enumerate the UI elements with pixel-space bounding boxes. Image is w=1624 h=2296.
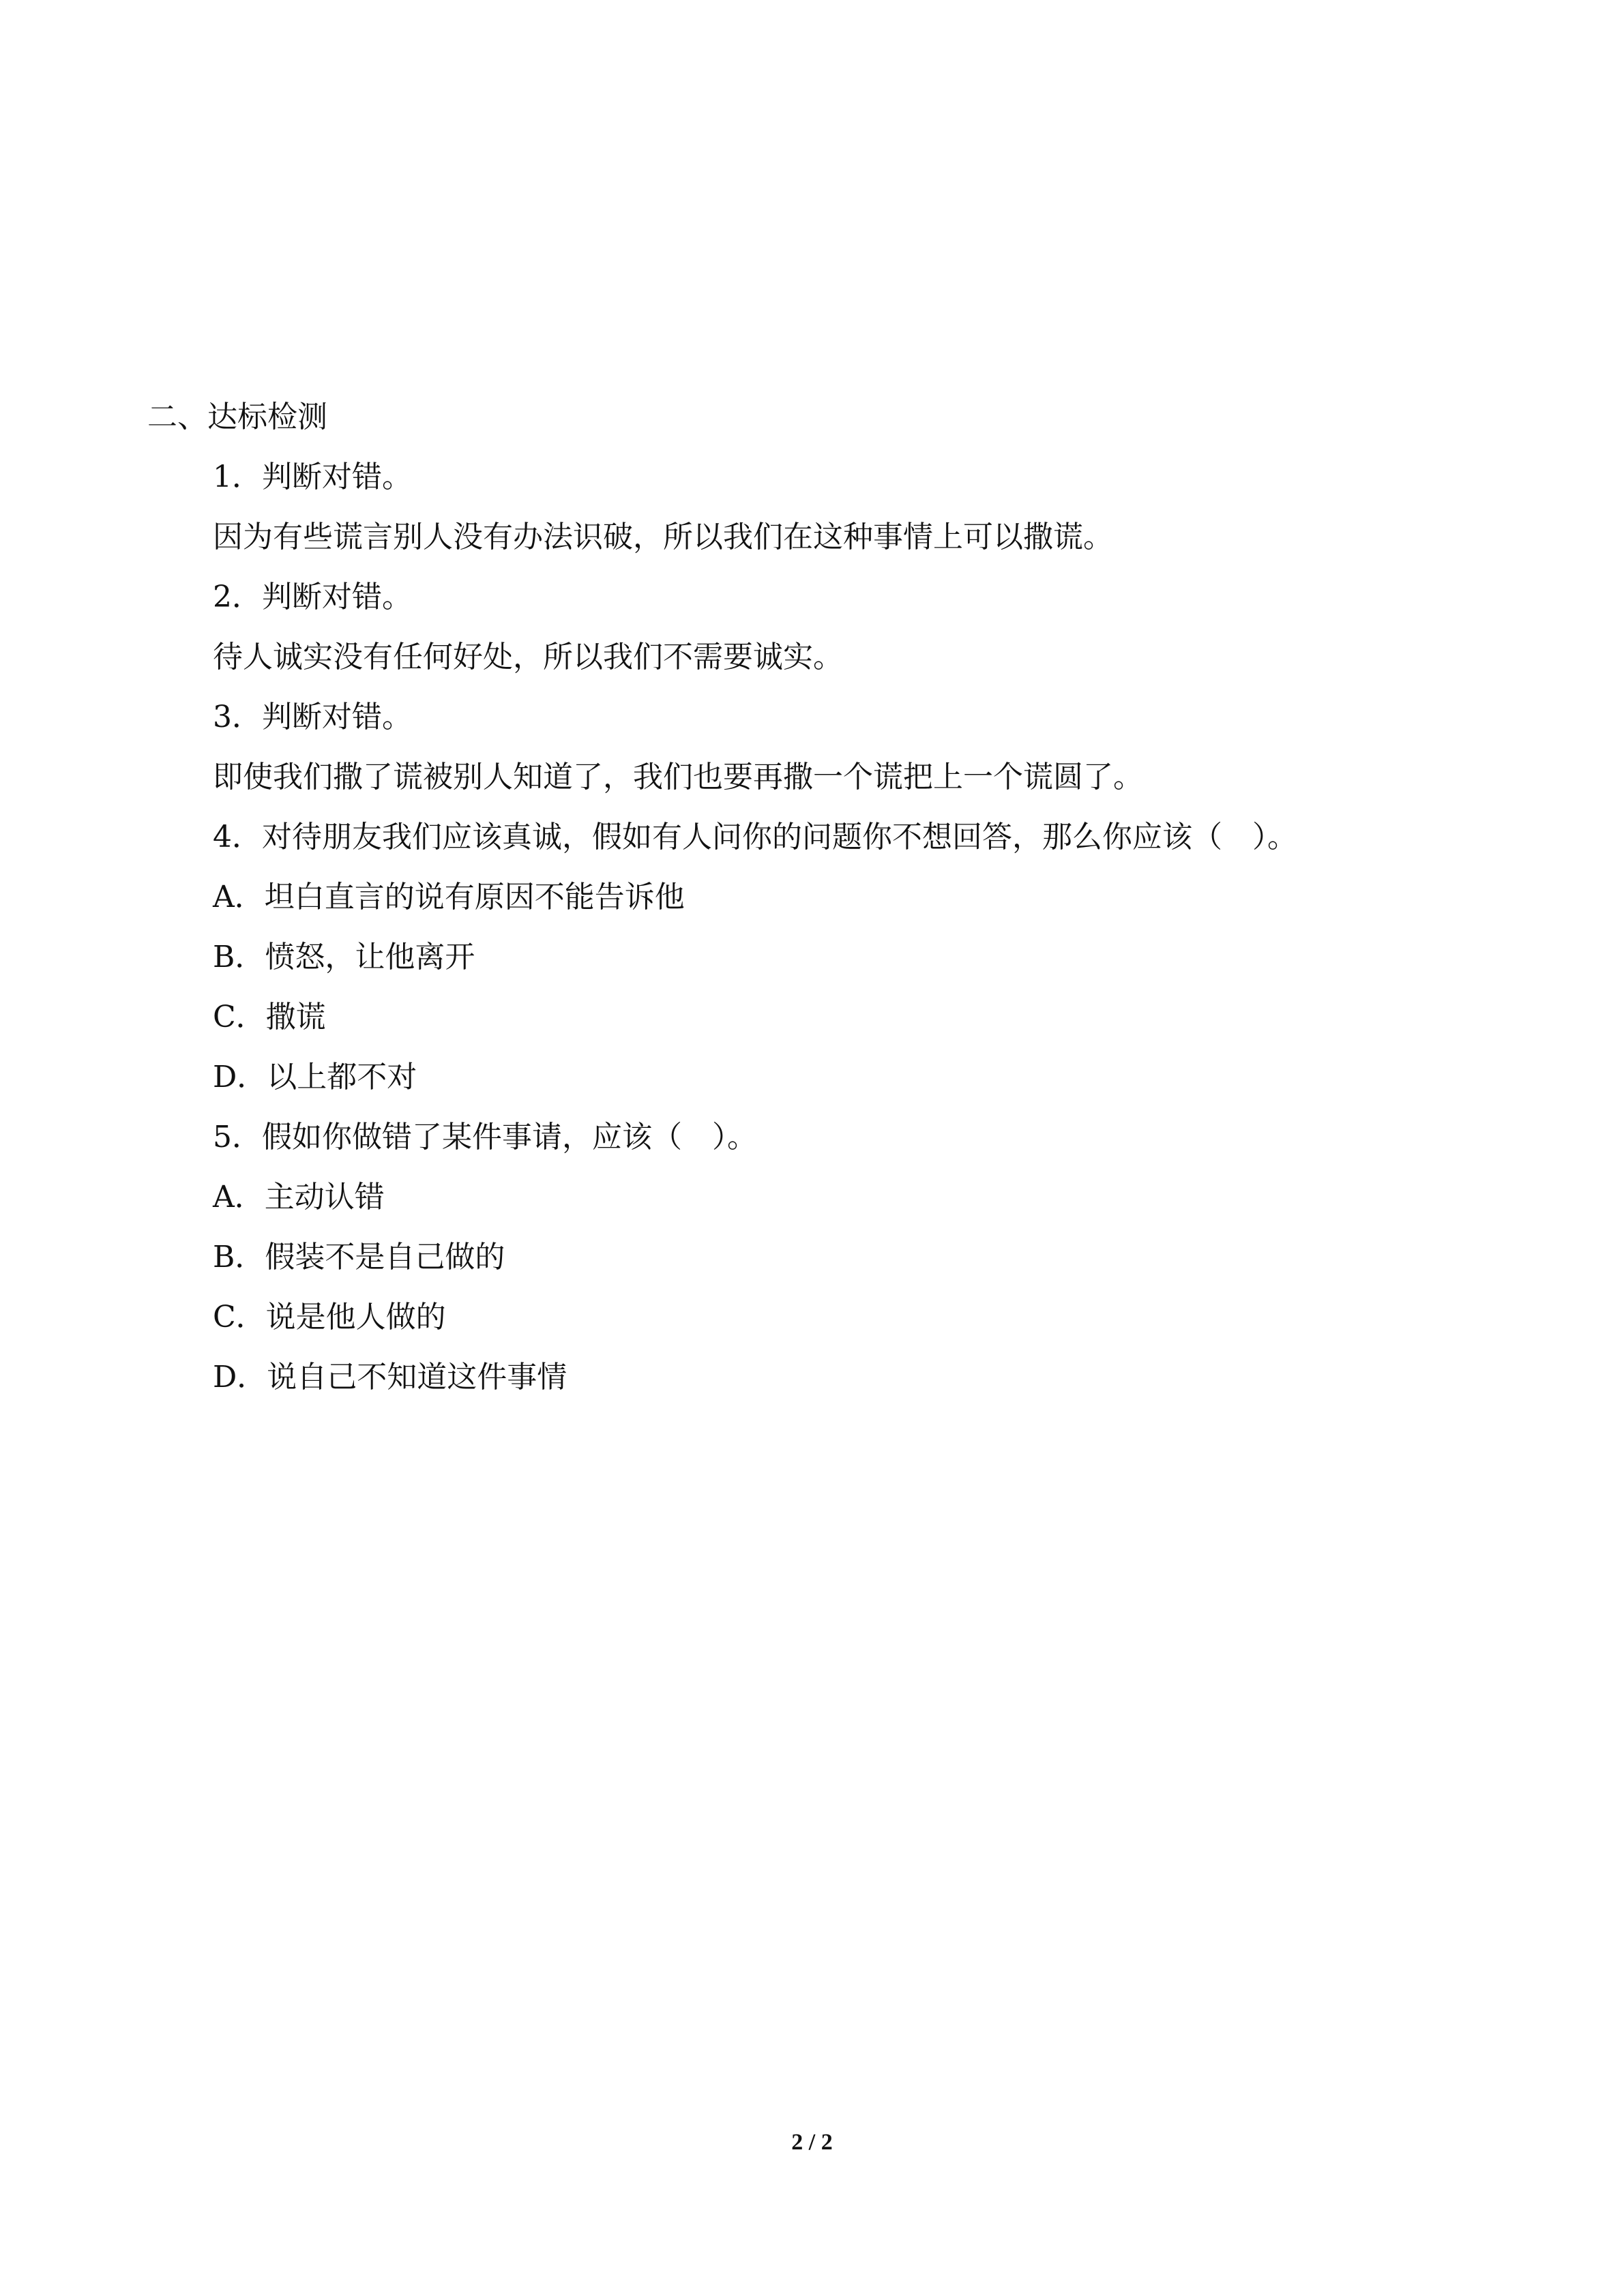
question-4-option-b: B．愤怒，让他离开 <box>213 940 475 974</box>
question-4-option-c: C．撒谎 <box>213 1000 326 1034</box>
section-title: 二、达标检测 <box>147 400 327 434</box>
question-1-label: 1．判断对错。 <box>213 460 412 494</box>
question-5-option-c: C．说是他人做的 <box>213 1300 446 1335</box>
question-4-option-a: A．坦白直言的说有原因不能告诉他 <box>213 880 685 914</box>
question-2-label: 2．判断对错。 <box>213 580 412 614</box>
question-4-label: 4．对待朋友我们应该真诚，假如有人问你的问题你不想回答，那么你应该（ ）。 <box>213 820 1297 854</box>
page-number: 2 / 2 <box>791 2130 833 2155</box>
question-5-option-b: B．假装不是自己做的 <box>213 1240 505 1274</box>
question-5-option-d: D．说自己不知道这件事情 <box>213 1360 567 1395</box>
question-3-statement: 即使我们撒了谎被别人知道了，我们也要再撒一个谎把上一个谎圆了。 <box>213 760 1143 794</box>
question-5-label: 5．假如你做错了某件事请，应该（ ）。 <box>213 1120 757 1154</box>
question-3-label: 3．判断对错。 <box>213 700 412 734</box>
question-5-option-a: A．主动认错 <box>213 1180 385 1214</box>
question-2-statement: 待人诚实没有任何好处，所以我们不需要诚实。 <box>213 640 843 674</box>
question-4-option-d: D．以上都不对 <box>213 1060 417 1094</box>
question-1-statement: 因为有些谎言别人没有办法识破，所以我们在这种事情上可以撒谎。 <box>213 520 1113 554</box>
